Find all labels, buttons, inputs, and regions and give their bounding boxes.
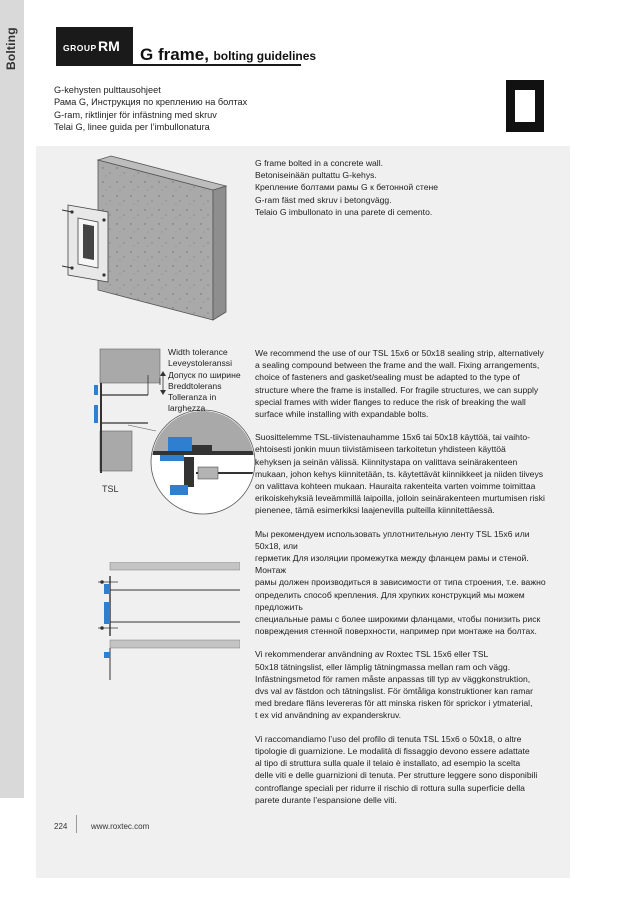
footer-url[interactable]: www.roxtec.com <box>91 822 150 831</box>
body-text <box>255 347 553 817</box>
width-tolerance-labels <box>168 347 241 415</box>
paragraph-ru: Мы рекомендуем использовать уплотнительную ленту TSL 15x6 или 50x18, или герметик Для изоляции промежутка между фланцем рамы и стеной. Монтаж рамы должен производиться в зависимости от типа строения, т.е. важно определить способ крепления. Для хрупких конструкций мы можем предложить специальные рамы с более широкими фланцами, чтобы понизить риск повреждения стенной поверхности, например при монтаже на болтах. <box>255 528 546 637</box>
intro-caption-fi: Betoniseinään pultattu G-kehys. <box>255 170 377 181</box>
subtitle-it: Telai G, linee guida per l’imbullonatura <box>54 122 210 133</box>
intro-caption-en: G frame bolted in a concrete wall. <box>255 158 384 168</box>
paragraph-fi: Suosittelemme TSL-tiivistenauhamme 15x6 tai 50x18 käyttöä, tai vaihto- ehtoisesti jonkin muun tiivistämiseen tarkoitetun yhdisteen käyttöä kehyksen ja seinän välissä. Kiinnitystapa on valittava seinärakenteen mukaan, johon kehys kiinnitetään, ts. käytettävät kiinnikkeet ja niiden tiiveys on valittava kohteen mukaan. Hauraita rakenteita varten voimme toimittaa erikoiskehyksiä leveämmillä laipoilla, jolloin seinärakenteen murtumisen riski pienenee, tämä esimerkiksi laajenevilla pulteilla kiinnitettäessä. <box>255 432 545 516</box>
tolerance-label-en: Width tolerance <box>168 347 228 357</box>
frame-wall-illustration <box>58 150 238 330</box>
side-tab <box>0 0 24 798</box>
intro-caption <box>255 157 438 218</box>
group-badge <box>56 27 133 65</box>
page-number: 224 <box>54 822 68 831</box>
tolerance-label-it-2: larghezza <box>168 403 206 414</box>
group-code: RM <box>98 38 120 54</box>
page-title-main: G frame, <box>140 45 209 64</box>
subtitle-ru: Рама G, Инструкция по креплению на болтах <box>54 97 248 108</box>
tolerance-label-fi: Leveystoleranssi <box>168 358 233 369</box>
tolerance-label-ru: Допуск по ширине <box>168 369 241 380</box>
tolerance-label-sv: Breddtolerans <box>168 380 222 391</box>
tolerance-arrow <box>160 371 166 395</box>
tolerance-label-it: Tolleranza in <box>168 392 217 403</box>
group-prefix: GROUP <box>63 43 97 53</box>
tsl-label: TSL <box>102 484 119 494</box>
side-tab-label: Bolting <box>4 27 18 70</box>
bolted-section-diagram <box>90 562 240 682</box>
paragraph-it: Vi raccomandiamo l’uso del profilo di tenuta TSL 15x6 o 50x18, o altre tipologie di guarnizione. Le modalità di fissaggio devono essere adattate al tipo di struttura sulla quale il telaio è installato, ad esempio la scelta delle viti e delle guarnizioni di tenuta. Per strutture leggere sono disponibili controflange speciali per ridurre il rischio di rottura sulla superficie della parete durante l’espansione delle viti. <box>255 733 538 805</box>
subtitle-fi: G-kehysten pulttausohjeet <box>54 85 161 95</box>
intro-caption-sv: G-ram fäst med skruv i betongvägg. <box>255 194 392 205</box>
page-title <box>140 45 316 65</box>
page-title-sub: bolting guidelines <box>213 49 317 63</box>
intro-caption-it: Telaio G imbullonato in una parete di cemento. <box>255 206 433 217</box>
subtitle-sv: G-ram, riktlinjer för infästning med skruv <box>54 109 217 120</box>
intro-caption-ru: Крепление болтами рамы G к бетонной стене <box>255 182 439 193</box>
paragraph-en: We recommend the use of our TSL 15x6 or 50x18 sealing strip, alternatively a sealing compound between the frame and the wall. Fixing arrangements, choice of fasteners and gasket/sealing must be adapted to the type of structure where the frame is installed. For fragile structures, we can supply special frames with wider flanges to reduce the risk of breaking the wall surface while installing with expandable bolts. <box>255 348 544 420</box>
subtitle-list <box>54 84 247 134</box>
g-frame-thumbnail <box>506 80 544 132</box>
footer-separator <box>76 815 77 833</box>
paragraph-sv: Vi rekommenderar användning av Roxtec TSL 15x6 eller TSL 50x18 tätningslist, eller lämplig tätningmassa mellan ram och vägg. Infästningsmetod för ramen måste anpassas till typ av väggkonstruktion, dvs val av fästdon och tätningslist. För ömtåliga konstruktioner kan ramar med bredare fläns levereras för att minska risken för sprickor i ytmaterial, t ex vid användning av expanderskruv. <box>255 649 533 721</box>
